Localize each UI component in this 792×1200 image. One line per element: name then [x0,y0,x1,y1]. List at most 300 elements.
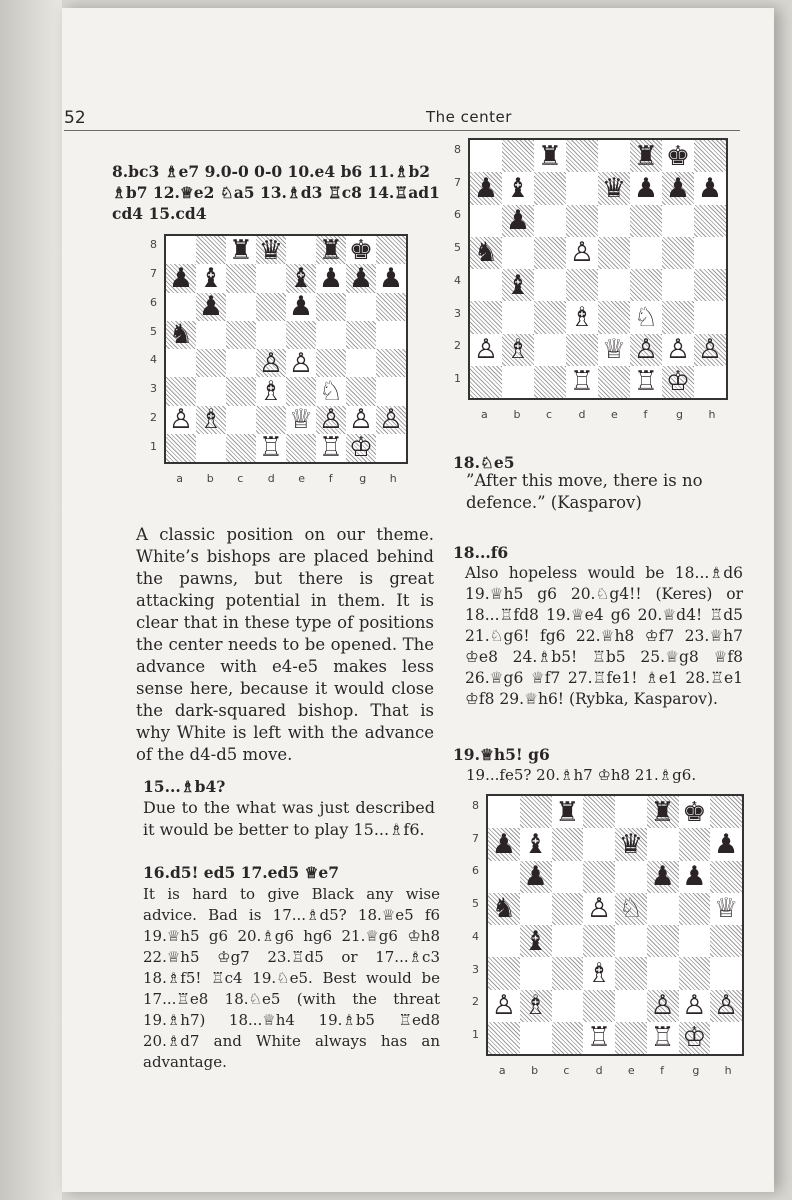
square-b8 [196,236,226,264]
square-d1 [566,366,598,398]
square-h6 [710,861,742,893]
square-f1 [647,1022,679,1054]
square-c1 [552,1022,584,1054]
square-h1 [376,434,406,462]
square-g6 [679,861,711,893]
square-a5 [488,893,520,925]
square-c4 [534,269,566,301]
square-f1 [316,434,346,462]
chess-piece-icon: ♟ [650,861,675,893]
rank-label: 1 [150,439,157,453]
square-b4 [196,349,226,377]
move-19: 19.♕h5! g6 [453,745,550,764]
square-f7 [647,828,679,860]
square-d8 [583,796,615,828]
square-g8 [679,796,711,828]
square-h3 [376,377,406,405]
square-c3 [552,957,584,989]
rank-label: 3 [150,382,157,396]
chess-piece-icon: ♘ [618,893,643,925]
square-d8 [566,140,598,172]
square-g7 [662,172,694,204]
square-g2 [679,990,711,1022]
square-f2 [630,334,662,366]
square-e1 [615,1022,647,1054]
square-d5 [566,237,598,269]
square-g4 [662,269,694,301]
chess-piece-icon: ♘ [633,301,659,333]
square-c8 [226,236,256,264]
square-e8 [615,796,647,828]
chess-piece-icon: ♟ [168,264,194,293]
chessboard-1 [164,234,408,464]
square-b2 [502,334,534,366]
square-e2 [615,990,647,1022]
square-g3 [346,377,376,405]
square-c2 [552,990,584,1022]
file-label: d [267,472,275,485]
square-e1 [598,366,630,398]
rank-label: 5 [472,897,479,911]
square-d2 [583,990,615,1022]
square-b8 [502,140,534,172]
rank-label: 2 [454,339,461,353]
chess-diagram-2 [452,134,738,424]
square-g5 [679,893,711,925]
square-d4 [566,269,598,301]
square-d3 [583,957,615,989]
rank-label: 2 [472,995,479,1009]
file-label: a [498,1064,506,1077]
chess-piece-icon: ♜ [555,796,580,828]
rank-label: 4 [454,273,461,287]
chess-piece-icon: ♟ [714,828,739,860]
chess-piece-icon: ♜ [537,140,563,172]
square-f8 [316,236,346,264]
chess-piece-icon: ♙ [569,237,595,269]
file-label: d [578,408,586,421]
paragraph-3: It is hard to give Black any wise advice. Bad is 17...♗d5? 18.♕e5 f6 19.♕h5 g6 20.♗g6 hg6 21.♕g6 ♔h8 22.♕h5 ♔g7 23.♖d5 or 17...♗c3 18.♗f5! ♖c4 19.♘e5. Best would be 17...♖e8 18.♘e5 (with the threat 19.♗h7) 18...♕h4 19.♗b5 ♖ed8 20.♗d7 and White always has an advantage. [143,885,440,1071]
square-d2 [566,334,598,366]
chess-piece-icon: ♝ [505,172,531,204]
square-b3 [196,377,226,405]
square-f6 [316,293,346,321]
square-f1 [630,366,662,398]
square-b4 [502,269,534,301]
square-d5 [256,321,286,349]
file-label: f [328,472,333,485]
rank-label: 7 [472,831,479,845]
square-f3 [316,377,346,405]
page-number: 52 [64,108,86,128]
chess-piece-icon: ♙ [714,990,739,1022]
square-d7 [566,172,598,204]
file-label: a [176,472,183,485]
square-c6 [534,205,566,237]
chess-piece-icon: ♟ [682,861,707,893]
chess-piece-icon: ♕ [601,334,627,366]
rank-label: 7 [454,175,461,189]
file-label: c [237,472,244,485]
square-f5 [630,237,662,269]
square-g7 [346,264,376,292]
moves-line-1: 8.bc3 ♗e7 9.0-0 0-0 10.e4 b6 11.♗b2 ♗b7 12.♕e2 ♘a5 13.♗d3 ♖c8 14.♖ad1 cd4 15.cd4 [112,162,440,223]
square-e4 [615,925,647,957]
square-e2 [598,334,630,366]
chess-piece-icon: ♖ [318,433,344,462]
chess-piece-icon: ♔ [665,366,691,398]
chess-piece-icon: ♔ [682,1022,707,1054]
square-f2 [316,406,346,434]
chess-piece-icon: ♗ [569,301,595,333]
chapter-title: The center [426,108,512,126]
square-c4 [552,925,584,957]
chess-piece-icon: ♝ [505,269,531,301]
chess-piece-icon: ♞ [491,893,516,925]
square-h4 [376,349,406,377]
square-h4 [710,925,742,957]
square-c3 [534,301,566,333]
chess-piece-icon: ♟ [473,172,499,204]
square-h8 [710,796,742,828]
square-e4 [598,269,630,301]
square-h6 [694,205,726,237]
file-label: d [595,1064,603,1077]
chess-piece-icon: ♙ [491,990,516,1022]
square-a1 [470,366,502,398]
square-e7 [615,828,647,860]
square-e5 [615,893,647,925]
square-a2 [488,990,520,1022]
rank-label: 1 [454,372,461,386]
square-f7 [316,264,346,292]
rank-label: 7 [150,267,157,281]
square-d2 [256,406,286,434]
square-f3 [630,301,662,333]
square-g6 [662,205,694,237]
chess-piece-icon: ♜ [650,796,675,828]
square-d4 [583,925,615,957]
square-g5 [662,237,694,269]
square-h8 [694,140,726,172]
rank-label: 4 [150,353,157,367]
square-e1 [286,434,316,462]
square-a8 [470,140,502,172]
file-label: h [708,408,716,421]
square-c3 [226,377,256,405]
file-label: b [531,1064,539,1077]
chess-piece-icon: ♗ [505,334,531,366]
paragraph-2: Due to the what was just described it would be better to play 15...♗f6. [143,798,435,839]
chess-piece-icon: ♟ [348,264,374,293]
square-h3 [710,957,742,989]
chess-piece-icon: ♟ [318,264,344,293]
rank-label: 8 [472,798,479,812]
square-f7 [630,172,662,204]
rank-label: 8 [150,238,157,252]
square-g3 [662,301,694,333]
square-b3 [520,957,552,989]
file-label: g [359,472,367,485]
square-c8 [534,140,566,172]
square-c6 [552,861,584,893]
square-b7 [502,172,534,204]
square-b6 [502,205,534,237]
square-b1 [196,434,226,462]
square-e5 [598,237,630,269]
square-h5 [710,893,742,925]
square-c1 [534,366,566,398]
square-b7 [196,264,226,292]
square-h1 [694,366,726,398]
square-h7 [694,172,726,204]
square-a6 [470,205,502,237]
chess-piece-icon: ♝ [288,264,314,293]
square-e2 [286,406,316,434]
square-b7 [520,828,552,860]
square-h6 [376,293,406,321]
square-f5 [316,321,346,349]
chess-piece-icon: ♕ [714,893,739,925]
square-b5 [520,893,552,925]
chess-piece-icon: ♙ [168,405,194,434]
chess-piece-icon: ♛ [258,236,284,265]
square-g2 [662,334,694,366]
square-a5 [470,237,502,269]
square-h3 [694,301,726,333]
square-b1 [520,1022,552,1054]
rank-label: 6 [454,208,461,222]
rank-label: 6 [150,295,157,309]
rank-label: 8 [454,142,461,156]
square-e3 [598,301,630,333]
square-a3 [470,301,502,333]
chess-piece-icon: ♟ [697,172,723,204]
square-b6 [520,861,552,893]
square-g7 [679,828,711,860]
square-a4 [488,925,520,957]
square-c4 [226,349,256,377]
chessboard-2 [468,138,728,400]
chess-piece-icon: ♟ [288,292,314,321]
square-g2 [346,406,376,434]
square-g1 [679,1022,711,1054]
square-a3 [488,957,520,989]
square-b2 [520,990,552,1022]
square-a5 [166,321,196,349]
chess-piece-icon: ♔ [348,433,374,462]
square-e6 [598,205,630,237]
square-d5 [583,893,615,925]
chess-piece-icon: ♗ [523,990,548,1022]
square-f3 [647,957,679,989]
rank-label: 1 [472,1028,479,1042]
square-c6 [226,293,256,321]
square-a2 [166,406,196,434]
square-c1 [226,434,256,462]
move-19-variation: 19...fe5? 20.♗h7 ♔h8 21.♗g6. [466,766,697,784]
file-label: e [627,1064,635,1077]
chess-piece-icon: ♞ [473,237,499,269]
square-f6 [630,205,662,237]
square-d7 [256,264,286,292]
paragraph-4: Also hopeless would be 18...♗d6 19.♕h5 g6 20.♘g4!! (Keres) or 18...♖fd8 19.♕e4 g6 20.♕d4! ♖d5 21.♘g6! fg6 22.♕h8 ♔f7 23.♕h7 ♔e8 24.♗b5! ♖b5 25.♕g8 ♕f8 26.♕g6 ♕f7 27.♖fe1! ♗e1 28.♖e1 ♔f8 29.♕h6! (Rybka, Kasparov). [465,564,743,708]
square-e7 [286,264,316,292]
square-e6 [286,293,316,321]
kasparov-quote: ”After this move, there is no defence.” (Kasparov) [466,471,703,512]
chess-piece-icon: ♙ [665,334,691,366]
rank-label: 5 [150,324,157,338]
square-d3 [256,377,286,405]
square-f8 [630,140,662,172]
file-label: h [389,472,397,485]
square-d3 [566,301,598,333]
square-d1 [583,1022,615,1054]
file-label: g [676,408,683,421]
chess-piece-icon: ♟ [198,292,224,321]
chess-piece-icon: ♝ [198,264,224,293]
square-f4 [647,925,679,957]
square-g5 [346,321,376,349]
square-a4 [470,269,502,301]
chess-piece-icon: ♘ [318,377,344,406]
square-h4 [694,269,726,301]
chess-piece-icon: ♙ [258,349,284,378]
chess-piece-icon: ♛ [618,828,643,860]
rank-label: 5 [454,241,461,255]
chess-piece-icon: ♞ [168,320,194,349]
square-g4 [679,925,711,957]
chessboard-3 [486,794,744,1056]
chess-piece-icon: ♖ [258,433,284,462]
chess-piece-icon: ♖ [587,1022,612,1054]
square-a7 [488,828,520,860]
chess-piece-icon: ♟ [378,264,404,293]
chess-piece-icon: ♟ [523,861,548,893]
chess-piece-icon: ♕ [288,405,314,434]
square-d8 [256,236,286,264]
file-label: c [546,408,553,421]
chess-piece-icon: ♟ [491,828,516,860]
chess-piece-icon: ♙ [288,349,314,378]
chess-piece-icon: ♙ [587,893,612,925]
square-h5 [694,237,726,269]
chess-piece-icon: ♛ [601,172,627,204]
move-15: 15...♗b4? [143,777,226,796]
chess-diagram-1 [140,232,410,512]
file-label: e [298,472,305,485]
chess-piece-icon: ♚ [348,236,374,265]
square-g8 [662,140,694,172]
square-f6 [647,861,679,893]
chess-piece-icon: ♚ [665,140,691,172]
chess-piece-icon: ♟ [633,172,659,204]
square-h2 [694,334,726,366]
file-label: b [513,408,521,421]
square-f5 [647,893,679,925]
square-b5 [196,321,226,349]
square-c7 [534,172,566,204]
chess-piece-icon: ♙ [378,405,404,434]
square-g1 [662,366,694,398]
square-e8 [286,236,316,264]
square-d6 [256,293,286,321]
chess-piece-icon: ♟ [505,205,531,237]
square-c5 [552,893,584,925]
square-g6 [346,293,376,321]
chess-piece-icon: ♙ [473,334,499,366]
chess-piece-icon: ♜ [318,236,344,265]
square-h2 [710,990,742,1022]
chess-piece-icon: ♝ [523,828,548,860]
square-a1 [166,434,196,462]
chess-piece-icon: ♙ [650,990,675,1022]
move-18: 18.♘e5 [453,453,515,472]
file-label: c [563,1064,570,1077]
chess-piece-icon: ♝ [523,925,548,957]
square-d4 [256,349,286,377]
square-b5 [502,237,534,269]
book-spine-shadow [0,0,62,1200]
chess-piece-icon: ♗ [587,957,612,989]
chess-piece-icon: ♖ [569,366,595,398]
square-f2 [647,990,679,1022]
square-f4 [630,269,662,301]
square-e5 [286,321,316,349]
square-b4 [520,925,552,957]
square-e3 [286,377,316,405]
move-18-f6: 18...f6 [453,543,509,562]
square-e7 [598,172,630,204]
rank-label: 2 [150,410,157,424]
chess-piece-icon: ♙ [633,334,659,366]
rank-label: 4 [472,929,479,943]
square-b2 [196,406,226,434]
file-label: f [660,1064,665,1077]
square-f4 [316,349,346,377]
square-c2 [226,406,256,434]
chess-piece-icon: ♚ [682,796,707,828]
chess-diagram-3 [462,790,748,1080]
square-h7 [710,828,742,860]
square-b1 [502,366,534,398]
chess-piece-icon: ♜ [633,140,659,172]
square-c5 [226,321,256,349]
square-h2 [376,406,406,434]
square-h5 [376,321,406,349]
square-a7 [166,264,196,292]
square-g3 [679,957,711,989]
rank-label: 3 [472,962,479,976]
square-h8 [376,236,406,264]
square-a2 [470,334,502,366]
rank-label: 6 [472,864,479,878]
square-g8 [346,236,376,264]
chess-piece-icon: ♟ [665,172,691,204]
chess-piece-icon: ♜ [228,236,254,265]
square-e3 [615,957,647,989]
square-c5 [534,237,566,269]
chess-piece-icon: ♙ [682,990,707,1022]
chess-piece-icon: ♗ [258,377,284,406]
square-d6 [583,861,615,893]
square-h1 [710,1022,742,1054]
chess-piece-icon: ♙ [348,405,374,434]
square-c2 [534,334,566,366]
square-b8 [520,796,552,828]
file-label: g [692,1064,700,1077]
square-e6 [615,861,647,893]
